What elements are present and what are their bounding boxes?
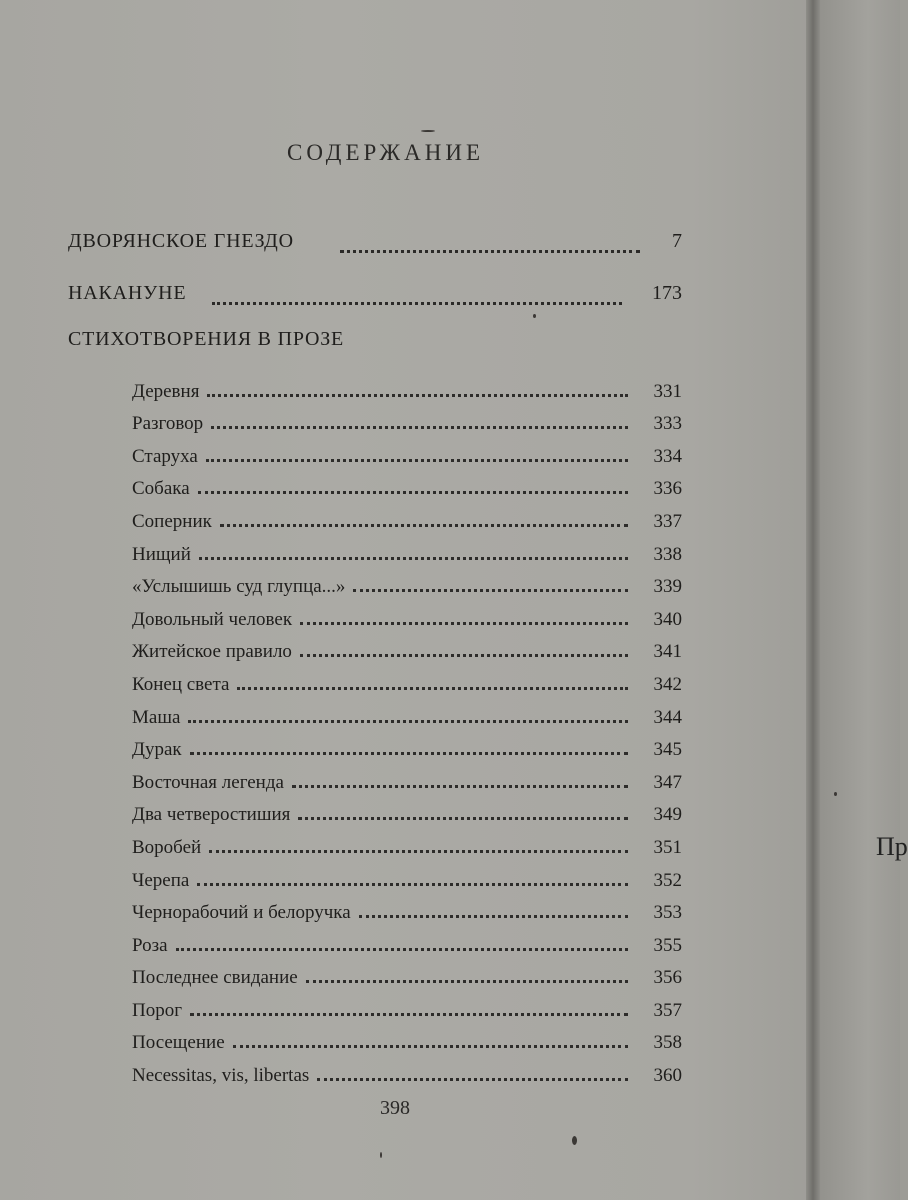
- toc-entry: [132, 631, 682, 664]
- toc-entry: [132, 729, 682, 762]
- dot-leader: [353, 589, 628, 592]
- toc-entry-page-number: 360: [653, 1065, 682, 1087]
- book-gutter: [806, 0, 820, 1200]
- dot-leader: [190, 1013, 628, 1016]
- dot-leader: [359, 915, 628, 918]
- dot-leader: [176, 948, 628, 951]
- toc-entry-title: Два четверостишия: [132, 804, 291, 826]
- toc-entry-title: Старуха: [132, 445, 198, 467]
- dot-leader: [237, 687, 628, 690]
- toc-entry-title: Воробей: [132, 836, 202, 858]
- dot-leader: [198, 491, 628, 494]
- ink-mark: [572, 1136, 577, 1145]
- toc-entry: [132, 696, 682, 729]
- toc-entry: [132, 1022, 682, 1055]
- dot-leader: [199, 557, 628, 560]
- toc-entry-title: Нищий: [132, 543, 191, 565]
- toc-entry-page-number: 341: [653, 641, 682, 663]
- toc-entry-title: Посещение: [132, 1032, 225, 1054]
- dot-leader: [298, 817, 628, 820]
- adjacent-page-text: Пр: [876, 832, 908, 861]
- ink-mark: [380, 1152, 382, 1158]
- toc-entry: [132, 468, 682, 501]
- toc-entry-page-number: 357: [653, 999, 682, 1021]
- toc-section-stikhotvoreniya: [68, 328, 344, 351]
- dot-leader: [292, 785, 628, 788]
- toc-entry: [132, 859, 682, 892]
- section-label: НАКАНУНЕ: [68, 282, 187, 304]
- toc-section-dvoryanskoe-gnezdo: [68, 230, 294, 253]
- toc-entry-title: Разговор: [132, 413, 204, 435]
- toc-entry-page-number: 355: [653, 934, 682, 956]
- toc-entry: [132, 663, 682, 696]
- toc-entry: [132, 566, 682, 599]
- toc-entry-title: Порог: [132, 999, 183, 1021]
- toc-entry-page-number: 345: [653, 739, 682, 761]
- toc-entry-title: Восточная легенда: [132, 771, 284, 793]
- toc-entry: [132, 403, 682, 436]
- adjacent-page: [820, 0, 900, 1200]
- toc-entry: [132, 989, 682, 1022]
- toc-entry-page-number: 336: [653, 478, 682, 500]
- ink-mark: [421, 130, 435, 132]
- dot-leader: [306, 980, 628, 983]
- toc-entry: [132, 924, 682, 957]
- toc-entry: [132, 794, 682, 827]
- dot-leader: [300, 654, 628, 657]
- ink-mark: [834, 792, 837, 796]
- dot-leader: [190, 752, 628, 755]
- toc-entry-page-number: 351: [653, 836, 682, 858]
- dot-leader: [317, 1078, 628, 1081]
- toc-entry-page-number: 352: [653, 869, 682, 891]
- dot-leader: [207, 394, 628, 397]
- toc-entry-title: Деревня: [132, 380, 200, 402]
- page-title: СОДЕРЖАНИЕ: [287, 140, 485, 165]
- toc-entry: [132, 500, 682, 533]
- dot-leader: [300, 622, 628, 625]
- toc-entry-page-number: 331: [653, 380, 682, 402]
- toc-entry-title: Дурак: [132, 739, 182, 761]
- toc-entry: [132, 892, 682, 925]
- toc-entry: [132, 598, 682, 631]
- ink-mark: [533, 314, 536, 318]
- dot-leader: [197, 883, 628, 886]
- dot-leader: [211, 426, 628, 429]
- toc-entry-page-number: 338: [653, 543, 682, 565]
- toc-entry-title: Чернорабочий и белоручка: [132, 902, 351, 924]
- toc-entry: [132, 1054, 682, 1087]
- toc-entry-title: Роза: [132, 934, 168, 956]
- toc-entry-title: Конец света: [132, 673, 230, 695]
- toc-entry-page-number: 349: [653, 804, 682, 826]
- toc-entry-page-number: 353: [653, 902, 682, 924]
- toc-section-nakanune: [68, 282, 186, 305]
- toc-entry-title: Довольный человек: [132, 608, 293, 630]
- dot-leader: [206, 459, 628, 462]
- toc-entry-title: Собака: [132, 478, 190, 500]
- toc-entry-title: Черепа: [132, 869, 190, 891]
- toc-entry-title: Последнее свидание: [132, 967, 298, 989]
- toc-entry-page-number: 340: [653, 608, 682, 630]
- toc-entry-title: Житейское правило: [132, 641, 292, 663]
- dot-leader: [209, 850, 628, 853]
- toc-entry-page-number: 347: [653, 771, 682, 793]
- page-number: 398: [380, 1097, 410, 1119]
- toc-entry-page-number: 339: [653, 576, 682, 598]
- toc-entry-title: «Услышишь суд глупца...»: [132, 576, 346, 598]
- toc-entry-page-number: 342: [653, 673, 682, 695]
- section-page-number: 7: [672, 230, 682, 252]
- dot-leader: [212, 282, 622, 305]
- section-label: ДВОРЯНСКОЕ ГНЕЗДО: [68, 230, 294, 252]
- toc-entry-page-number: 337: [653, 510, 682, 532]
- toc-entry-page-number: 358: [653, 1032, 682, 1054]
- toc-entry: [132, 826, 682, 859]
- dot-leader: [188, 720, 628, 723]
- poems-toc-list: [132, 370, 682, 1087]
- dot-leader: [340, 230, 640, 253]
- toc-entry-page-number: 333: [653, 413, 682, 435]
- toc-entry: [132, 435, 682, 468]
- dot-leader: [233, 1045, 628, 1048]
- dot-leader: [220, 524, 628, 527]
- toc-entry-title: Necessitas, vis, libertas: [132, 1065, 310, 1087]
- toc-entry-page-number: 356: [653, 967, 682, 989]
- toc-entry: [132, 370, 682, 403]
- toc-entry-page-number: 344: [653, 706, 682, 728]
- toc-entry-title: Маша: [132, 706, 181, 728]
- toc-entry: [132, 533, 682, 566]
- section-label: СТИХОТВОРЕНИЯ В ПРОЗЕ: [68, 328, 345, 350]
- toc-entry-title: Соперник: [132, 510, 212, 532]
- section-page-number: 173: [652, 282, 682, 304]
- toc-entry: [132, 957, 682, 990]
- toc-entry-page-number: 334: [653, 445, 682, 467]
- toc-entry: [132, 761, 682, 794]
